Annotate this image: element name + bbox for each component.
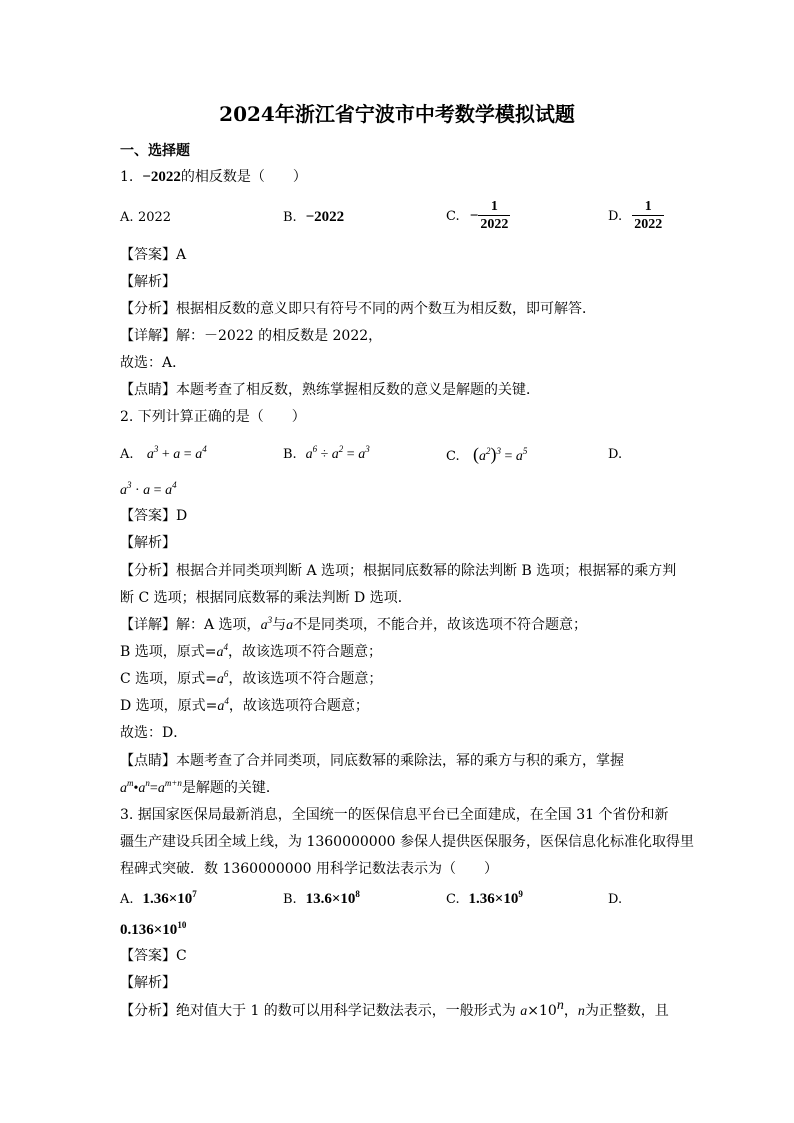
q2-analysis-1: 【分析】根据合并同类项判断 A 选项；根据同底数幂的除法判断 B 选项；根据幂的乘方判 <box>120 563 677 579</box>
q2-option-a: A. $a^3 + a = a^4$ <box>120 444 207 462</box>
q1-choice: 故选：A． <box>120 355 187 371</box>
q2-detail: 【详解】解：A 选项，$a^3$与a不是同类项，不能合并，故该选项不符合题意； <box>120 615 588 633</box>
q1-comment: 【点睛】本题考查了相反数，熟练掌握相反数的意义是解题的关键． <box>120 382 540 398</box>
q1-option-c: C. − $\frac{1}{2022}$ <box>446 199 509 232</box>
q2-option-b: B. $a^6 \div a^2 = a^3$ <box>283 444 370 462</box>
q2-option-d: $a^3 \cdot a = a^4$ <box>120 480 177 498</box>
q3-option-b: B. $13.6\times 10^8$ <box>283 889 360 907</box>
q3-option-c: C. $1.36\times 10^9$ <box>446 889 523 907</box>
q1-detail: 【详解】解：－2022 的相反数是 2022， <box>120 328 383 344</box>
q3-option-d-label: D. <box>608 892 623 907</box>
q2-comment-2: $a^m•a^n=a^{m+n}$是解题的关键． <box>120 778 280 796</box>
q3-stem-3: 程碑式突破．数 1360000000 用科学记数法表示为（ ） <box>120 861 498 877</box>
q2-option-c: C. $(a^2)^3 = a^5$ <box>446 444 528 464</box>
q3-stem-2: 疆生产建设兵团全域上线，为 1360000000 参保人提供医保服务，医保信息化标准化取得里 <box>120 834 694 850</box>
q2-choice: 故选：D． <box>120 725 188 741</box>
q2-comment-1: 【点睛】本题考查了合并同类项，同底数幂的乘除法，幂的乘方与积的乘方，掌握 <box>120 753 624 769</box>
q3-analysis-label: 【解析】 <box>120 975 176 991</box>
q1-analysis: 【分析】根据相反数的意义即只有符号不同的两个数互为相反数，即可解答． <box>120 301 596 317</box>
q2-option-d-label: D. <box>608 447 623 462</box>
q1-option-b: B. −2022 <box>283 209 345 225</box>
q3-stem-1: 3. 据国家医保局最新消息，全国统一的医保信息平台已全面建成，在全国 31 个省份和新 <box>120 807 669 823</box>
q2-detail-c: C 选项，原式$=a^6$，故该选项不符合题意； <box>120 669 383 687</box>
q1-analysis-label: 【解析】 <box>120 274 176 290</box>
q3-analysis: 【分析】绝对值大于 1 的数可以用科学记数法表示，一般形式为 $a\times 10^n$，n为正整数，且 <box>120 998 669 1019</box>
fraction: $\frac{1}{2022}$ <box>634 199 663 232</box>
q3-option-d: $0.136\times 10^{10}$ <box>120 920 187 938</box>
q2-answer: 【答案】D <box>120 508 188 524</box>
q3-answer: 【答案】C <box>120 948 187 964</box>
q2-analysis-label: 【解析】 <box>120 535 176 551</box>
section-heading: 一、选择题 <box>120 143 190 159</box>
q2-detail-b: B 选项，原式$=a^4$，故该选项不符合题意； <box>120 642 382 660</box>
q2-analysis-2: 断 C 选项；根据同底数幂的乘法判断 D 选项． <box>120 590 412 606</box>
fraction: $\frac{1}{2022}$ <box>480 199 509 232</box>
q1-option-a: A. 2022 <box>120 210 172 225</box>
q1-stem: 1. −2022的相反数是（ ） <box>120 169 307 185</box>
page-title: 2024年浙江省宁波市中考数学模拟试题 <box>219 102 575 126</box>
q2-stem: 2. 下列计算正确的是（ ） <box>120 409 306 425</box>
q1-option-d: D. $\frac{1}{2022}$ <box>608 199 663 232</box>
q3-option-a: A. $1.36\times 10^7$ <box>120 889 197 907</box>
q1-answer: 【答案】A <box>120 247 187 263</box>
q2-detail-d: D 选项，原式$=a^4$，故该选项符合题意； <box>120 696 369 714</box>
